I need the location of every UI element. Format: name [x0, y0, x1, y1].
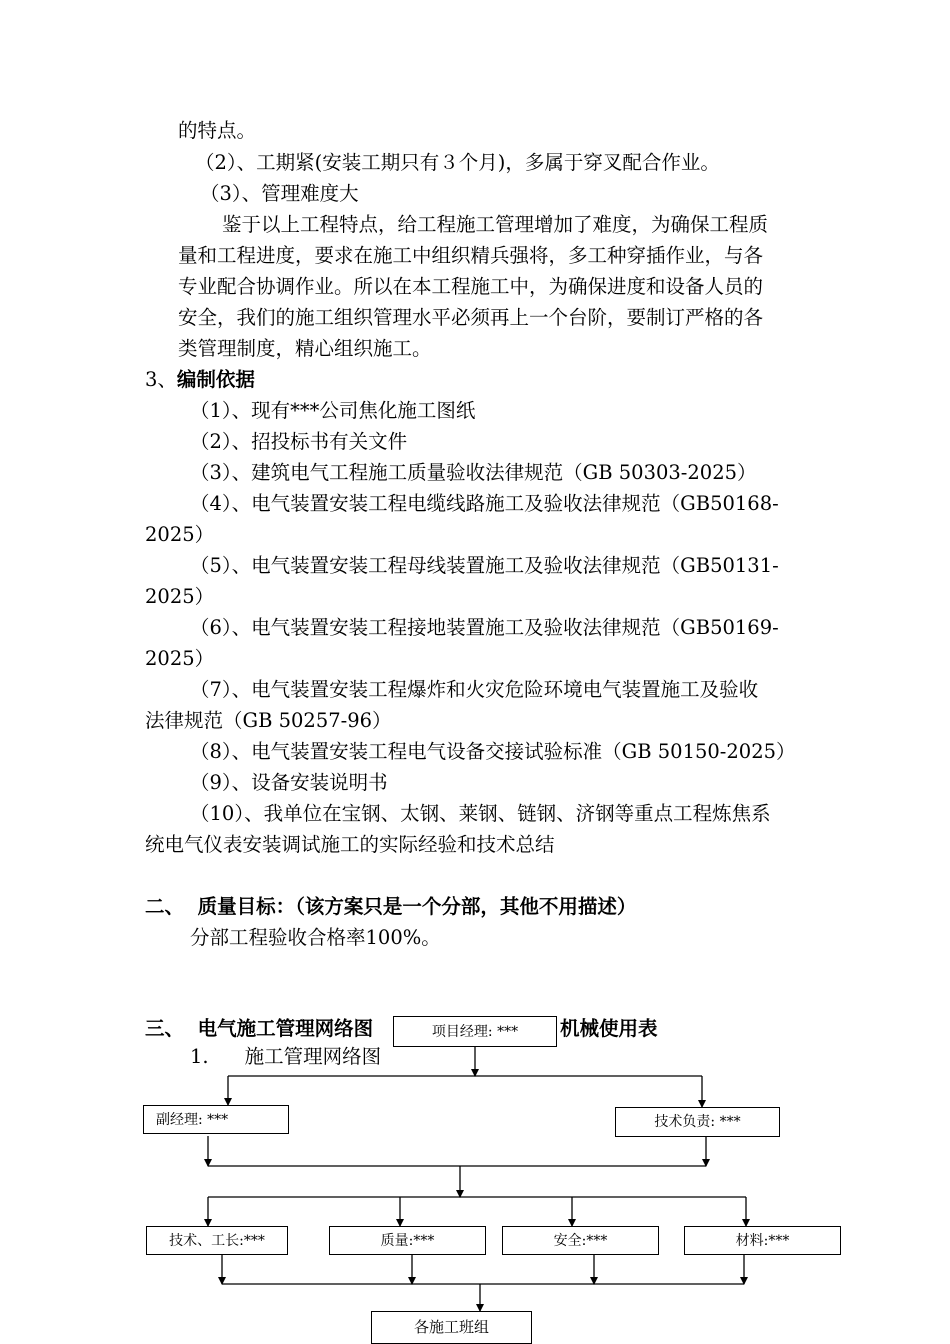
paragraph-line: 量和工程进度，要求在施工中组织精兵强将，多工种穿插作业，与各 — [178, 244, 764, 267]
paragraph-line: 安全，我们的施工组织管理水平必须再上一个台阶，要制订严格的各 — [178, 306, 764, 329]
paragraph-line: 鉴于以上工程特点，给工程施工管理增加了难度，为确保工程质 — [222, 213, 769, 236]
paragraph-line: （2）、工期紧(安装工期只有３个月)，多属于穿叉配合作业。 — [195, 151, 720, 174]
basis-item: 2025） — [145, 523, 215, 546]
basis-item: （7）、电气装置安装工程爆炸和火灾危险环境电气装置施工及验收 — [190, 678, 759, 701]
basis-item: 法律规范（GB 50257-96） — [145, 709, 392, 732]
paragraph-line: 的特点。 — [178, 119, 257, 142]
quality-text: 分部工程验收合格率100%。 — [190, 926, 441, 949]
basis-item: 2025） — [145, 585, 215, 608]
quality-box: 质量:*** — [329, 1226, 486, 1255]
foreman-box: 技术、工长:*** — [146, 1226, 288, 1255]
network-heading: 三、 电气施工管理网络图 — [145, 1017, 374, 1040]
network-heading-right: 机械使用表 — [560, 1017, 658, 1040]
deputy-manager-box: 副经理: *** — [143, 1105, 289, 1134]
material-box: 材料:*** — [684, 1226, 841, 1255]
basis-item: （5）、电气装置安装工程母线装置施工及验收法律规范（GB50131- — [190, 554, 779, 577]
basis-item: （1）、现有***公司焦化施工图纸 — [190, 399, 476, 422]
section-title: 编制依据 — [176, 368, 255, 391]
subheading-number: 1. — [190, 1045, 209, 1068]
basis-item: 统电气仪表安装调试施工的实际经验和技术总结 — [145, 833, 555, 856]
subheading-title: 施工管理网络图 — [244, 1045, 382, 1068]
technical-lead-box: 技术负责: *** — [615, 1107, 780, 1137]
paragraph-line: 类管理制度，精心组织施工。 — [178, 337, 432, 360]
basis-item: （6）、电气装置安装工程接地装置施工及验收法律规范（GB50169- — [190, 616, 779, 639]
basis-item: （9）、设备安装说明书 — [190, 771, 388, 794]
basis-item: （2）、招投标书有关文件 — [190, 430, 408, 453]
basis-item: （10）、我单位在宝钢、太钢、莱钢、链钢、济钢等重点工程炼焦系 — [190, 802, 771, 825]
basis-item: （4）、电气装置安装工程电缆线路施工及验收法律规范（GB50168- — [190, 492, 779, 515]
safety-box: 安全:*** — [502, 1226, 659, 1255]
section-number: 3、 — [145, 368, 177, 391]
project-manager-box: 项目经理: *** — [393, 1016, 557, 1047]
paragraph-line: （3）、管理难度大 — [200, 182, 359, 205]
paragraph-line: 专业配合协调作业。所以在本工程施工中，为确保进度和设备人员的 — [178, 275, 764, 298]
basis-item: 2025） — [145, 647, 215, 670]
construction-teams-box: 各施工班组 — [371, 1311, 532, 1344]
quality-heading: 二、 质量目标：（该方案只是一个分部，其他不用描述） — [145, 895, 637, 918]
basis-item: （3）、建筑电气工程施工质量验收法律规范（GB 50303-2025） — [190, 461, 757, 484]
basis-item: （8）、电气装置安装工程电气设备交接试验标准（GB 50150-2025） — [190, 740, 796, 763]
